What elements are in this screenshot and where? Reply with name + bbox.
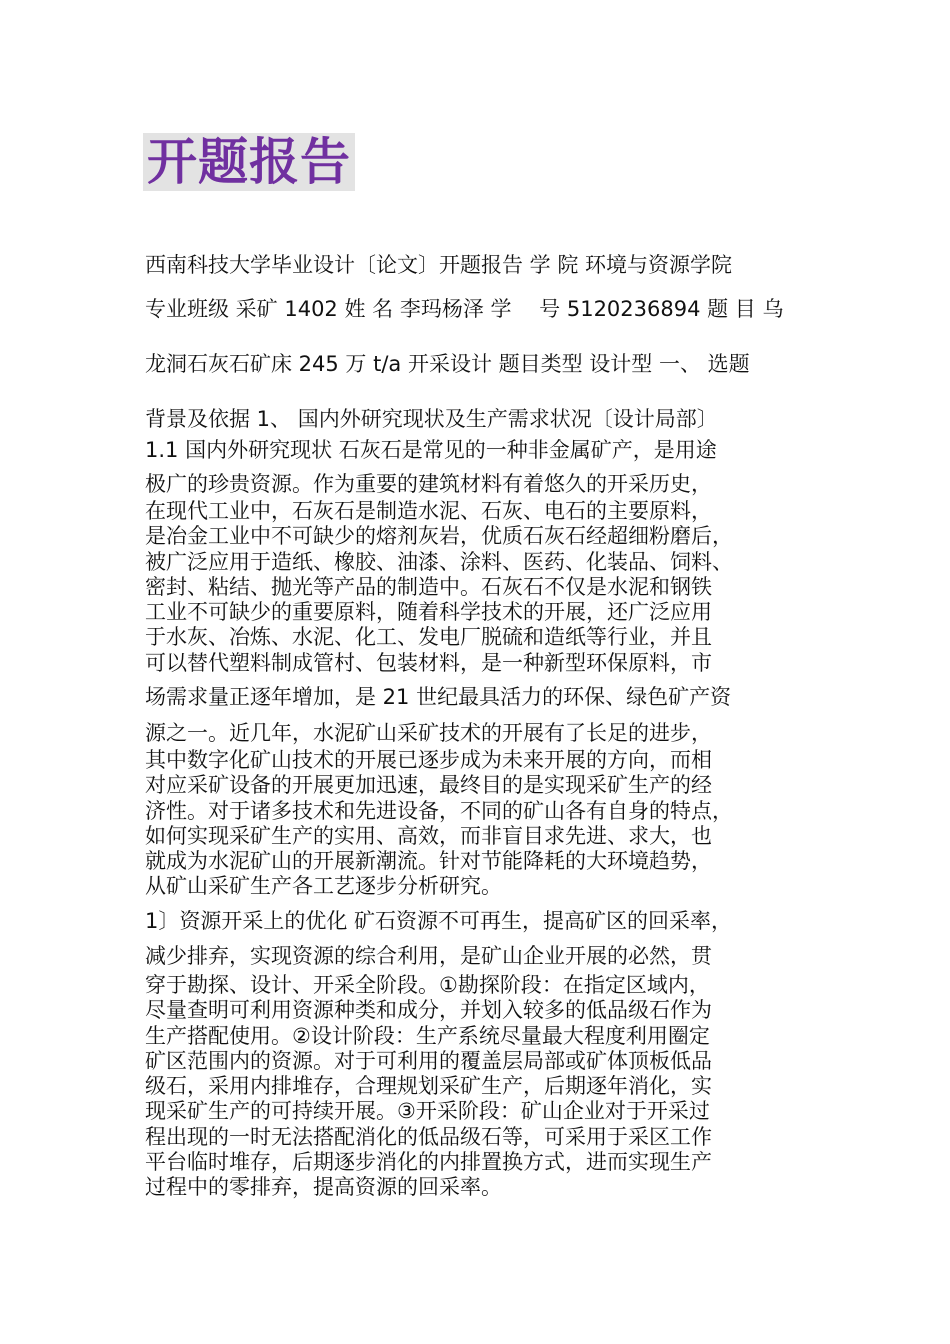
paragraph-line: 济性。对于诸多技术和先进设备，不同的矿山各有自身的特点， <box>145 798 733 823</box>
paragraph-line: 对应采矿设备的开展更加迅速，最终目的是实现采矿生产的经 <box>145 773 712 798</box>
paragraph-line: 如何实现采矿生产的实用、高效，而非盲目求先进、求大，也 <box>145 823 712 848</box>
paragraph-line: 矿区范围内的资源。对于可利用的覆盖层局部或矿体顶板低品 <box>145 1048 712 1073</box>
paragraph-line: 被广泛应用于造纸、橡胶、油漆、涂料、医药、化装品、饲料、 <box>145 549 733 574</box>
paragraph-line: 减少排弃，实现资源的综合利用，是矿山企业开展的必然，贯 <box>145 944 712 968</box>
paragraph-line: 尽量查明可利用资源种类和成分，并划入较多的低品级石作为 <box>145 998 712 1023</box>
paragraph-1 <box>145 431 810 676</box>
header-line: 背景及依据 1、 国内外研究现状及生产需求状况〔设计局部〕 <box>145 407 718 431</box>
header-line: 龙洞石灰石矿床 245 万 t/a 开采设计 题目类型 设计型 一、 选题 <box>145 352 750 376</box>
paragraph-line: 是冶金工业中不可缺少的熔剂灰岩，优质石灰石经超细粉磨后， <box>145 524 733 549</box>
paragraph-line: 源之一。近几年，水泥矿山采矿技术的开展有了长足的进步， <box>145 721 712 745</box>
page-title: 开题报告 <box>143 133 355 191</box>
header-line: 专业班级 采矿 1402 姓 名 李玛杨泽 学 号 5120236894 题 目 乌 <box>145 297 784 321</box>
paragraph-line: 场需求量正逐年增加，是 21 世纪最具活力的环保、绿色矿产资 <box>145 685 732 709</box>
paragraph-line: 1〕资源开采上的优化 矿石资源不可再生，提高矿区的回采率， <box>145 909 733 933</box>
paragraph-line: 级石，采用内排堆存，合理规划采矿生产，后期逐年消化，实 <box>145 1074 712 1099</box>
paragraph-line: 极广的珍贵资源。作为重要的建筑材料有着悠久的开采历史， <box>145 472 712 496</box>
paragraph-line: 可以替代塑料制成管村、包装材料，是一种新型环保原料，市 <box>145 650 712 675</box>
paragraph-line: 1.1 国内外研究现状 石灰石是常见的一种非金属矿产，是用途 <box>145 438 717 462</box>
paragraph-line: 密封、粘结、抛光等产品的制造中。石灰石不仅是水泥和钢铁 <box>145 574 712 599</box>
paragraph-line: 平台临时堆存，后期逐步消化的内排置换方式，进而实现生产 <box>145 1150 712 1175</box>
paragraph-line: 穿于勘探、设计、开采全阶段。①勘探阶段：在指定区域内， <box>145 973 710 997</box>
paragraph-line: 程出现的一时无法搭配消化的低品级石等，可采用于采区工作 <box>145 1124 712 1149</box>
paragraph-3 <box>145 903 810 1201</box>
paragraph-line: 生产搭配使用。②设计阶段：生产系统尽量最大程度利用圈定 <box>145 1023 710 1048</box>
paragraph-line: 于水灰、冶炼、水泥、化工、发电厂脱硫和造纸等行业，并且 <box>145 625 712 650</box>
header-line: 西南科技大学毕业设计〔论文〕开题报告 学 院 环境与资源学院 <box>145 253 733 277</box>
paragraph-2 <box>145 718 810 900</box>
paragraph-line: 现采矿生产的可持续开展。③开采阶段：矿山企业对于开采过 <box>145 1099 710 1124</box>
paragraph-line: 从矿山采矿生产各工艺逐步分析研究。 <box>145 874 502 899</box>
paragraph-line: 在现代工业中，石灰石是制造水泥、石灰、电石的主要原料， <box>145 499 712 523</box>
paragraph-line: 过程中的零排弃，提高资源的回采率。 <box>145 1175 502 1200</box>
paragraph-1-end <box>145 677 810 717</box>
paragraph-line: 就成为水泥矿山的开展新潮流。针对节能降耗的大环境趋势， <box>145 849 712 874</box>
header-block <box>145 247 810 445</box>
paragraph-line: 工业不可缺少的重要原料，随着科学技术的开展，还广泛应用 <box>145 600 712 625</box>
paragraph-line: 其中数字化矿山技术的开展已逐步成为未来开展的方向，而相 <box>145 748 712 772</box>
